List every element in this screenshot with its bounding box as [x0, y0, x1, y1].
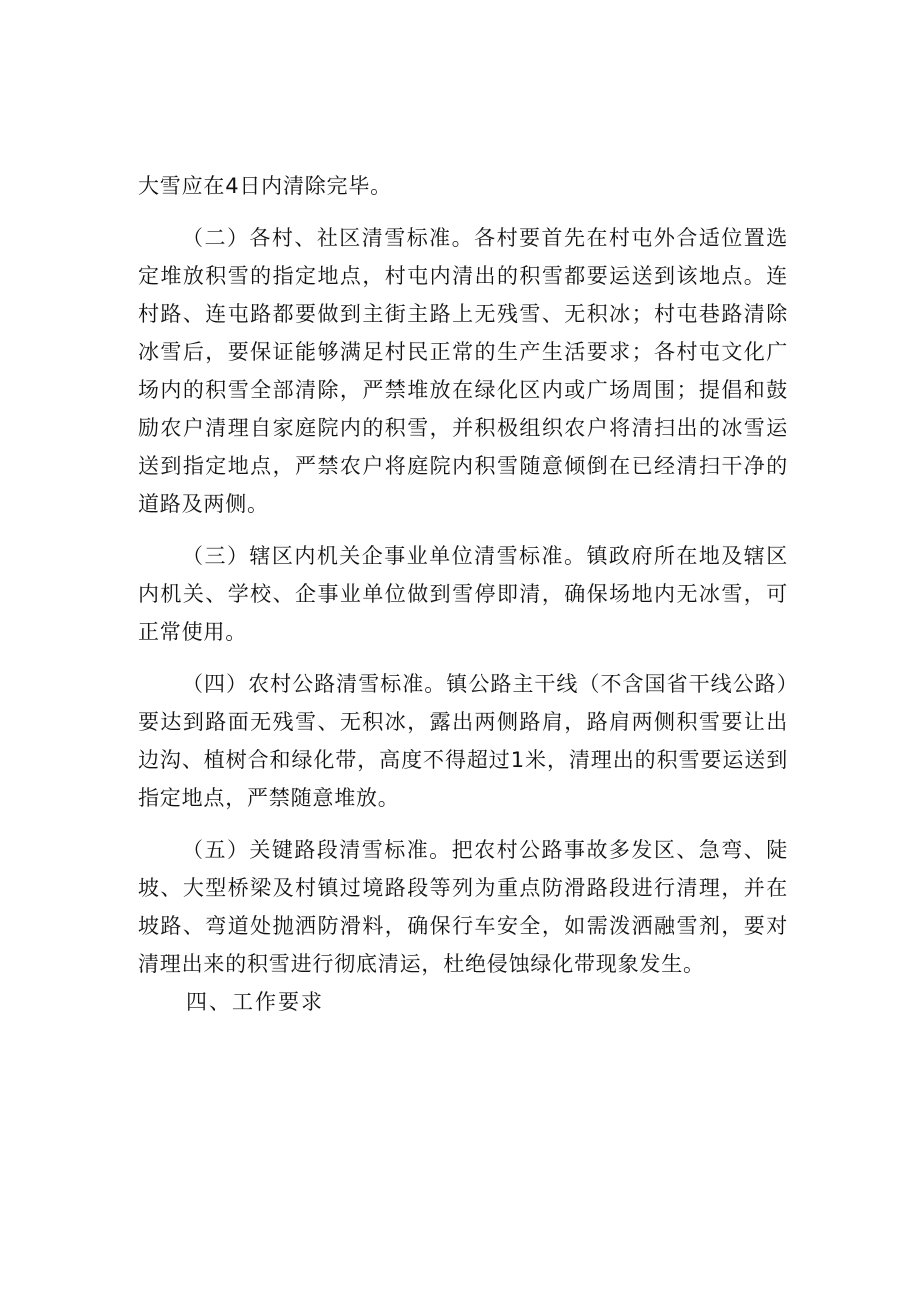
paragraph-continuation: 大雪应在4日内清除完毕。: [138, 174, 392, 198]
paragraph-institution-standard: （三）辖区内机关企事业单位清雪标准。镇政府所在地及辖区内机关、学校、企事业单位做到雪停即清，确保场地内无冰雪，可正常使用。: [138, 544, 788, 644]
paragraph-key-section-standard: （五）关键路段清雪标准。把农村公路事故多发区、急弯、陡坡、大型桥梁及村镇过境路段等列为重点防滑路段进行清理，并在坡路、弯道处抛洒防滑料，确保行车安全，如需泼洒融雪剂，要对清理出来的积雪进行彻底清运，杜绝侵蚀绿化带现象发生。: [138, 838, 788, 976]
paragraph-rural-road-standard: （四）农村公路清雪标准。镇公路主干线（不含国省干线公路）要达到路面无残雪、无积冰，露出两侧路肩，路肩两侧积雪要让出边沟、植树合和绿化带，高度不得超过1米，清理出的积雪要运送到指定地点，严禁随意堆放。: [138, 672, 788, 810]
paragraph-village-standard: （二）各村、社区清雪标准。各村要首先在村屯外合适位置选定堆放积雪的指定地点，村屯内清出的积雪都要运送到该地点。连村路、连屯路都要做到主街主路上无残雪、无积冰；村屯巷路清除冰雪后，要保证能够满足村民正常的生产生活要求；各村屯文化广场内的积雪全部清除，严禁堆放在绿化区内或广场周围；提倡和鼓励农户清理自家庭院内的积雪，并积极组织农户将清扫出的冰雪运送到指定地点，严禁农户将庭院内积雪随意倾倒在已经清扫干净的道路及两侧。: [138, 226, 788, 516]
document-body: [138, 167, 788, 1021]
section-heading: 四、工作要求: [186, 990, 324, 1014]
